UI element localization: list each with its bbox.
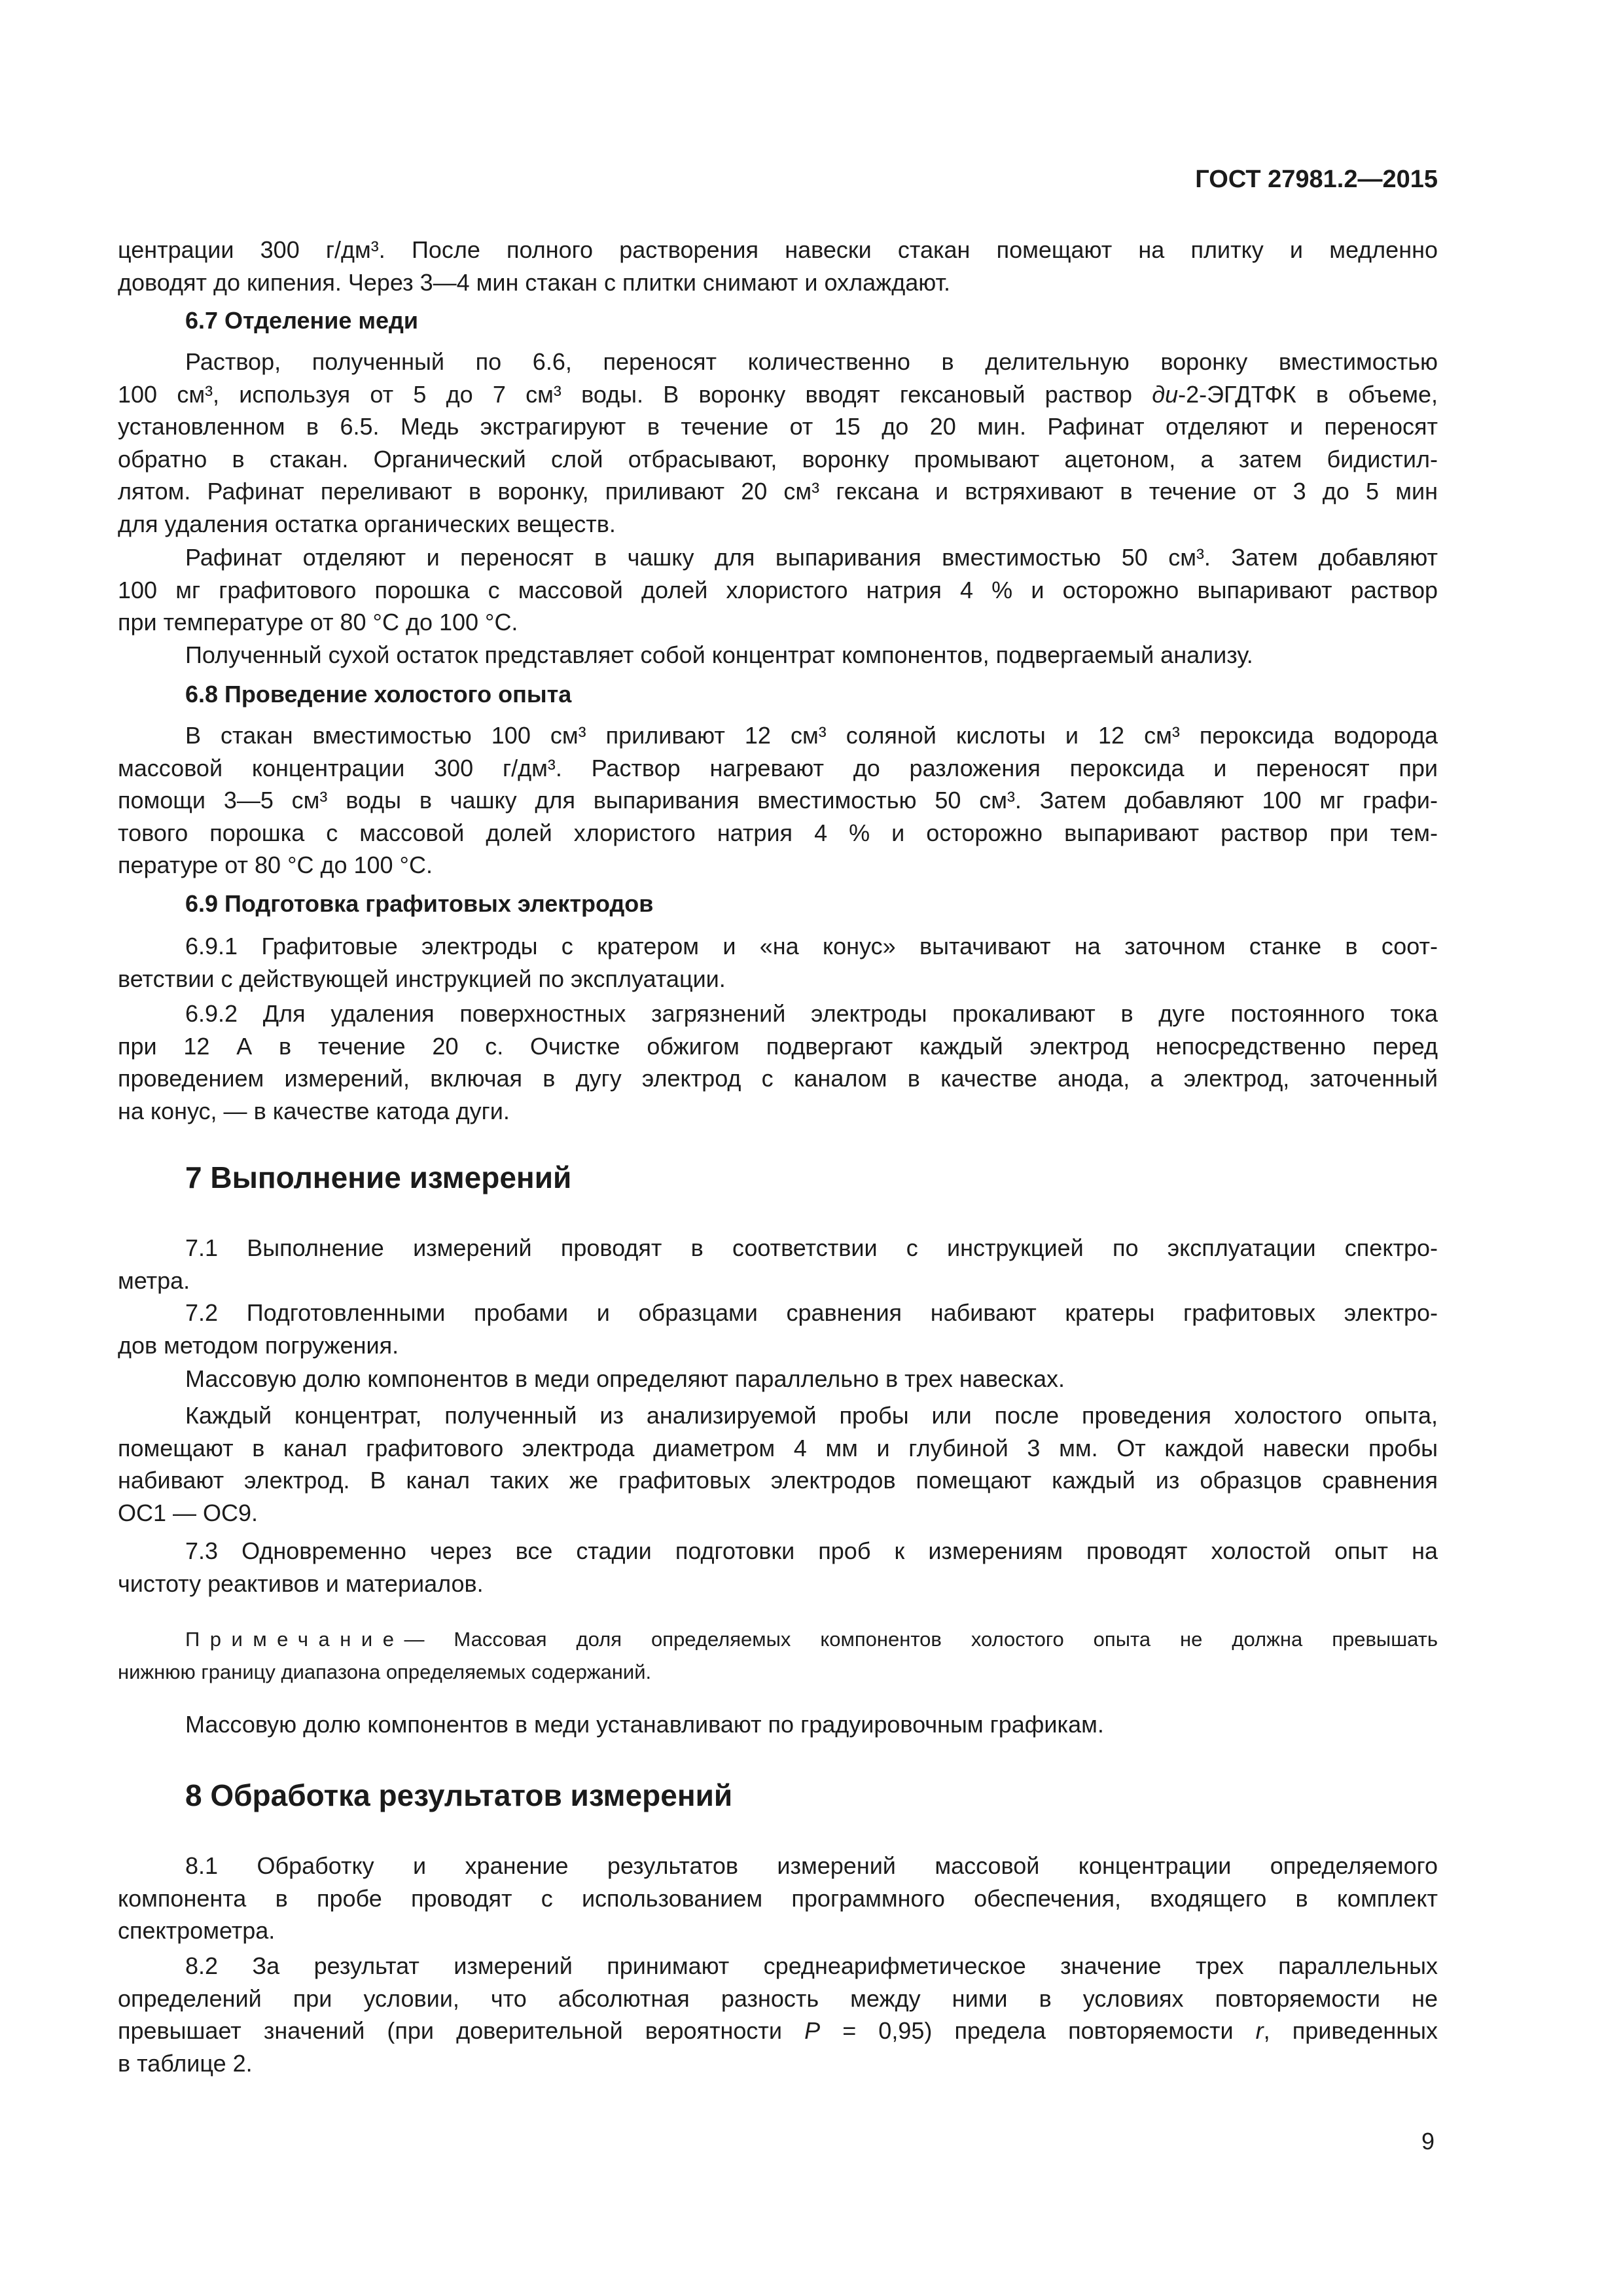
- text-line: ОС1 — ОС9.: [118, 1499, 259, 1526]
- note-label: Примечание: [185, 1628, 404, 1651]
- paragraph-7-3: [118, 1535, 1438, 1600]
- paragraph-7-1: [118, 1232, 1438, 1297]
- subsection-heading-6-9: 6.9 Подготовка графитовых электродов: [185, 890, 654, 917]
- text-line: пературе от 80 °С до 100 °С.: [118, 852, 433, 878]
- note: [118, 1623, 1438, 1688]
- text-line: набивают электрод. В канал таких же графитовых электродов помещают каждый из образцов сравнения: [118, 1467, 1438, 1494]
- text-line: [118, 378, 1438, 411]
- text-line: [118, 2015, 1438, 2047]
- text-line: центрации 300 г/дм³. После полного растворения навески стакан помещают на плитку и медленно: [118, 236, 1438, 263]
- text-line: тового порошка с массовой долей хлористого натрия 4 % и осторожно выпаривают раствор при тем-: [118, 819, 1438, 846]
- page-number: 9: [1421, 2128, 1435, 2155]
- italic-symbol-p: P: [804, 2017, 821, 2044]
- section-heading-8: 8 Обработка результатов измерений: [185, 1778, 733, 1812]
- text-line: Массовую долю компонентов в меди устанавливают по градуировочным графикам.: [185, 1711, 1104, 1738]
- paragraph: [118, 1363, 1438, 1395]
- text-line: при 12 А в течение 20 с. Очистке обжигом подвергают каждый электрод непосредственно перед: [118, 1032, 1438, 1060]
- text-line: лятом. Рафинат переливают в воронку, приливают 20 см³ гексана и встряхивают в течение от 3 до 5 мин: [118, 478, 1438, 505]
- text-line: 6.9.1 Графитовые электроды с кратером и «на конус» вытачивают на заточном станке в соот-: [185, 933, 1438, 960]
- text-line: доводят до кипения. Через 3—4 мин стакан с плитки снимают и охлаждают.: [118, 268, 950, 296]
- text-line: 7.2 Подготовленными пробами и образцами сравнения набивают кратеры графитовых электро-: [185, 1299, 1438, 1326]
- text-segment: превышает значений (при доверительной вероятности: [118, 2017, 805, 2044]
- subsection-heading-6-8: 6.8 Проведение холостого опыта: [185, 681, 572, 708]
- text-line: компонента в пробе проводят с использованием программного обеспечения, входящего в комплект: [118, 1884, 1438, 1912]
- text-line: обратно в стакан. Органический слой отбрасывают, воронку промывают ацетоном, а затем бидистил-: [118, 445, 1438, 473]
- paragraph: [118, 1399, 1438, 1529]
- text-line: спектрометра.: [118, 1917, 276, 1944]
- text-line: помощи 3—5 см³ воды в чашку для выпаривания вместимостью 50 см³. Затем добавляют 100 мг графи-: [118, 787, 1438, 814]
- text-line: 6.9.2 Для удаления поверхностных загрязнений электроды прокаливают в дуге постоянного тока: [185, 1000, 1438, 1027]
- text-line: чистоту реактивов и материалов.: [118, 1570, 484, 1597]
- paragraph: [118, 1708, 1438, 1741]
- text-line: 8.2 За результат измерений принимают среднеарифметическое значение трех параллельных: [185, 1952, 1438, 1979]
- text-line: [118, 1623, 1438, 1656]
- text-segment: 100 см³, используя от 5 до 7 см³ воды. В воронку вводят гексановый раствор: [118, 380, 1152, 408]
- text-line: Раствор, полученный по 6.6, переносят количественно в делительную воронку вместимостью: [185, 348, 1438, 375]
- text-line: ветствии с действующей инструкцией по эксплуатации.: [118, 965, 726, 992]
- text-line: Каждый концентрат, полученный из анализируемой пробы или после проведения холостого опыта,: [185, 1402, 1438, 1429]
- italic-symbol-r: r: [1255, 2017, 1264, 2044]
- note-text: — Массовая доля определяемых компонентов холостого опыта не должна превышать: [404, 1628, 1438, 1651]
- text-line: нижнюю границу диапазона определяемых содержаний.: [118, 1660, 652, 1683]
- paragraph-6-9-1: [118, 930, 1438, 995]
- text-line: при температуре от 80 °С до 100 °С.: [118, 609, 518, 636]
- italic-term: ди: [1152, 380, 1179, 408]
- text-line: В стакан вместимостью 100 см³ приливают 12 см³ соляной кислоты и 12 см³ пероксида водорода: [185, 722, 1438, 749]
- text-line: метра.: [118, 1266, 190, 1294]
- text-line: Полученный сухой остаток представляет собой концентрат компонентов, подвергаемый анализу.: [185, 641, 1253, 668]
- text-line: помещают в канал графитового электрода диаметром 4 мм и глубиной 3 мм. От каждой навески пробы: [118, 1434, 1438, 1462]
- text-line: проведением измерений, включая в дугу электрод с каналом в качестве анода, а электрод, заточенный: [118, 1065, 1438, 1092]
- text-line: определений при условии, что абсолютная разность между ними в условиях повторяемости не: [118, 1984, 1438, 2012]
- text-segment: -2-ЭГДТФК в объеме,: [1178, 380, 1438, 408]
- text-line: дов методом погружения.: [118, 1331, 399, 1359]
- text-line: для удаления остатка органических веществ.: [118, 510, 616, 537]
- paragraph-continuation: [118, 234, 1438, 298]
- paragraph: [118, 639, 1438, 672]
- text-line: 100 мг графитового порошка с массовой долей хлористого натрия 4 % и осторожно выпаривают раствор: [118, 576, 1438, 603]
- text-line: на конус, — в качестве катода дуги.: [118, 1097, 510, 1124]
- text-line: 7.1 Выполнение измерений проводят в соответствии с инструкцией по эксплуатации спектро-: [185, 1234, 1438, 1261]
- paragraph-8-2: [118, 1950, 1438, 2079]
- text-segment: , приведенных: [1263, 2017, 1438, 2044]
- paragraph: [118, 541, 1438, 639]
- paragraph-6-9-2: [118, 997, 1438, 1127]
- subsection-heading-6-7: 6.7 Отделение меди: [185, 307, 419, 334]
- text-line: установленном в 6.5. Медь экстрагируют в течение от 15 до 20 мин. Рафинат отделяют и переносят: [118, 413, 1438, 440]
- paragraph-7-2: [118, 1297, 1438, 1361]
- paragraph: [118, 346, 1438, 540]
- paragraph: [118, 719, 1438, 882]
- text-line: массовой концентрации 300 г/дм³. Раствор нагревают до разложения пероксида и переносят при: [118, 754, 1438, 781]
- running-head: ГОСТ 27981.2—2015: [1195, 166, 1438, 193]
- text-segment: = 0,95) предела повторяемости: [820, 2017, 1256, 2044]
- text-line: 8.1 Обработку и хранение результатов измерений массовой концентрации определяемого: [185, 1852, 1438, 1879]
- text-line: в таблице 2.: [118, 2049, 253, 2077]
- section-heading-7: 7 Выполнение измерений: [185, 1160, 572, 1194]
- paragraph-8-1: [118, 1850, 1438, 1947]
- text-line: Рафинат отделяют и переносят в чашку для выпаривания вместимостью 50 см³. Затем добавляют: [185, 544, 1438, 571]
- text-line: Массовую долю компонентов в меди определяют параллельно в трех навесках.: [185, 1365, 1065, 1392]
- text-line: 7.3 Одновременно через все стадии подготовки проб к измерениям проводят холостой опыт на: [185, 1537, 1438, 1564]
